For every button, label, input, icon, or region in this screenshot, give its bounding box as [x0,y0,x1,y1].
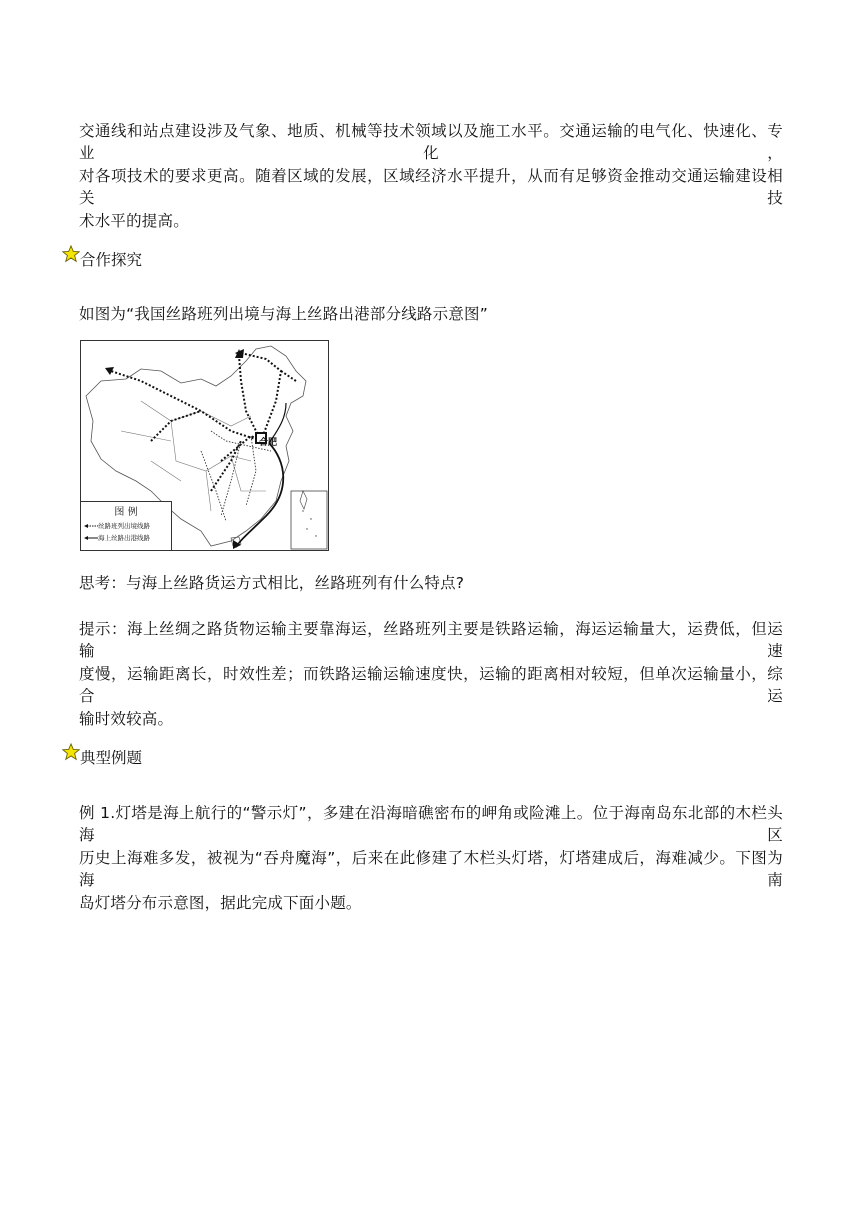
example-line: 例 1.灯塔是海上航行的“警示灯”，多建在沿海暗礁密布的岬角或险滩上。位于海南岛东北部的木栏头海区 [79,804,783,844]
hint-line: 度慢，运输距离长，时效性差；而铁路运输运输速度快，运输的距离相对较短，但单次运输量小，综合运 [79,665,783,705]
section-heading-text: 合作探究 [80,251,143,269]
paragraph-line: 术水平的提高。 [79,212,189,230]
hint-line: 输时效较高。 [79,710,174,728]
hint-line: 提示：海上丝绸之路货物运输主要靠海运，丝路班列主要是铁路运输，海运运输量大，运费低，但运输速 [79,620,783,660]
star-icon [62,742,80,762]
map-legend [81,501,172,550]
think-question: 思考：与海上丝路货运方式相比，丝路班列有什么特点? [79,574,465,592]
figure-caption: 如图为“我国丝路班列出境与海上丝路出港部分线路示意图” [79,305,488,323]
route-map [80,340,329,551]
city-label-hefei: 合肥 [259,438,278,448]
legend-item: 海上丝路出港线路 [84,533,171,542]
section-heading-text: 典型例题 [80,749,143,767]
paragraph-line: 对各项技术的要求更高。随着区域的发展，区域经济水平提升，从而有足够资金推动交通运输建设相关技 [79,167,783,207]
example-line: 岛灯塔分布示意图，据此完成下面小题。 [79,894,362,912]
legend-item: 丝路班列出境线路 [84,521,171,530]
example-line: 历史上海难多发，被视为“吞舟魔海”，后来在此修建了木栏头灯塔，灯塔建成后，海难减少。下图为海南 [79,849,783,889]
legend-title: 图 例 [114,507,138,518]
solid-arrow-icon [84,535,98,541]
star-icon [62,244,80,264]
section-heading [62,746,142,768]
paragraph-line: 交通线和站点建设涉及气象、地质、机械等技术领域以及施工水平。交通运输的电气化、快速化、专业化， [79,122,783,162]
dotted-arrow-icon [84,523,98,529]
section-heading [62,248,142,270]
